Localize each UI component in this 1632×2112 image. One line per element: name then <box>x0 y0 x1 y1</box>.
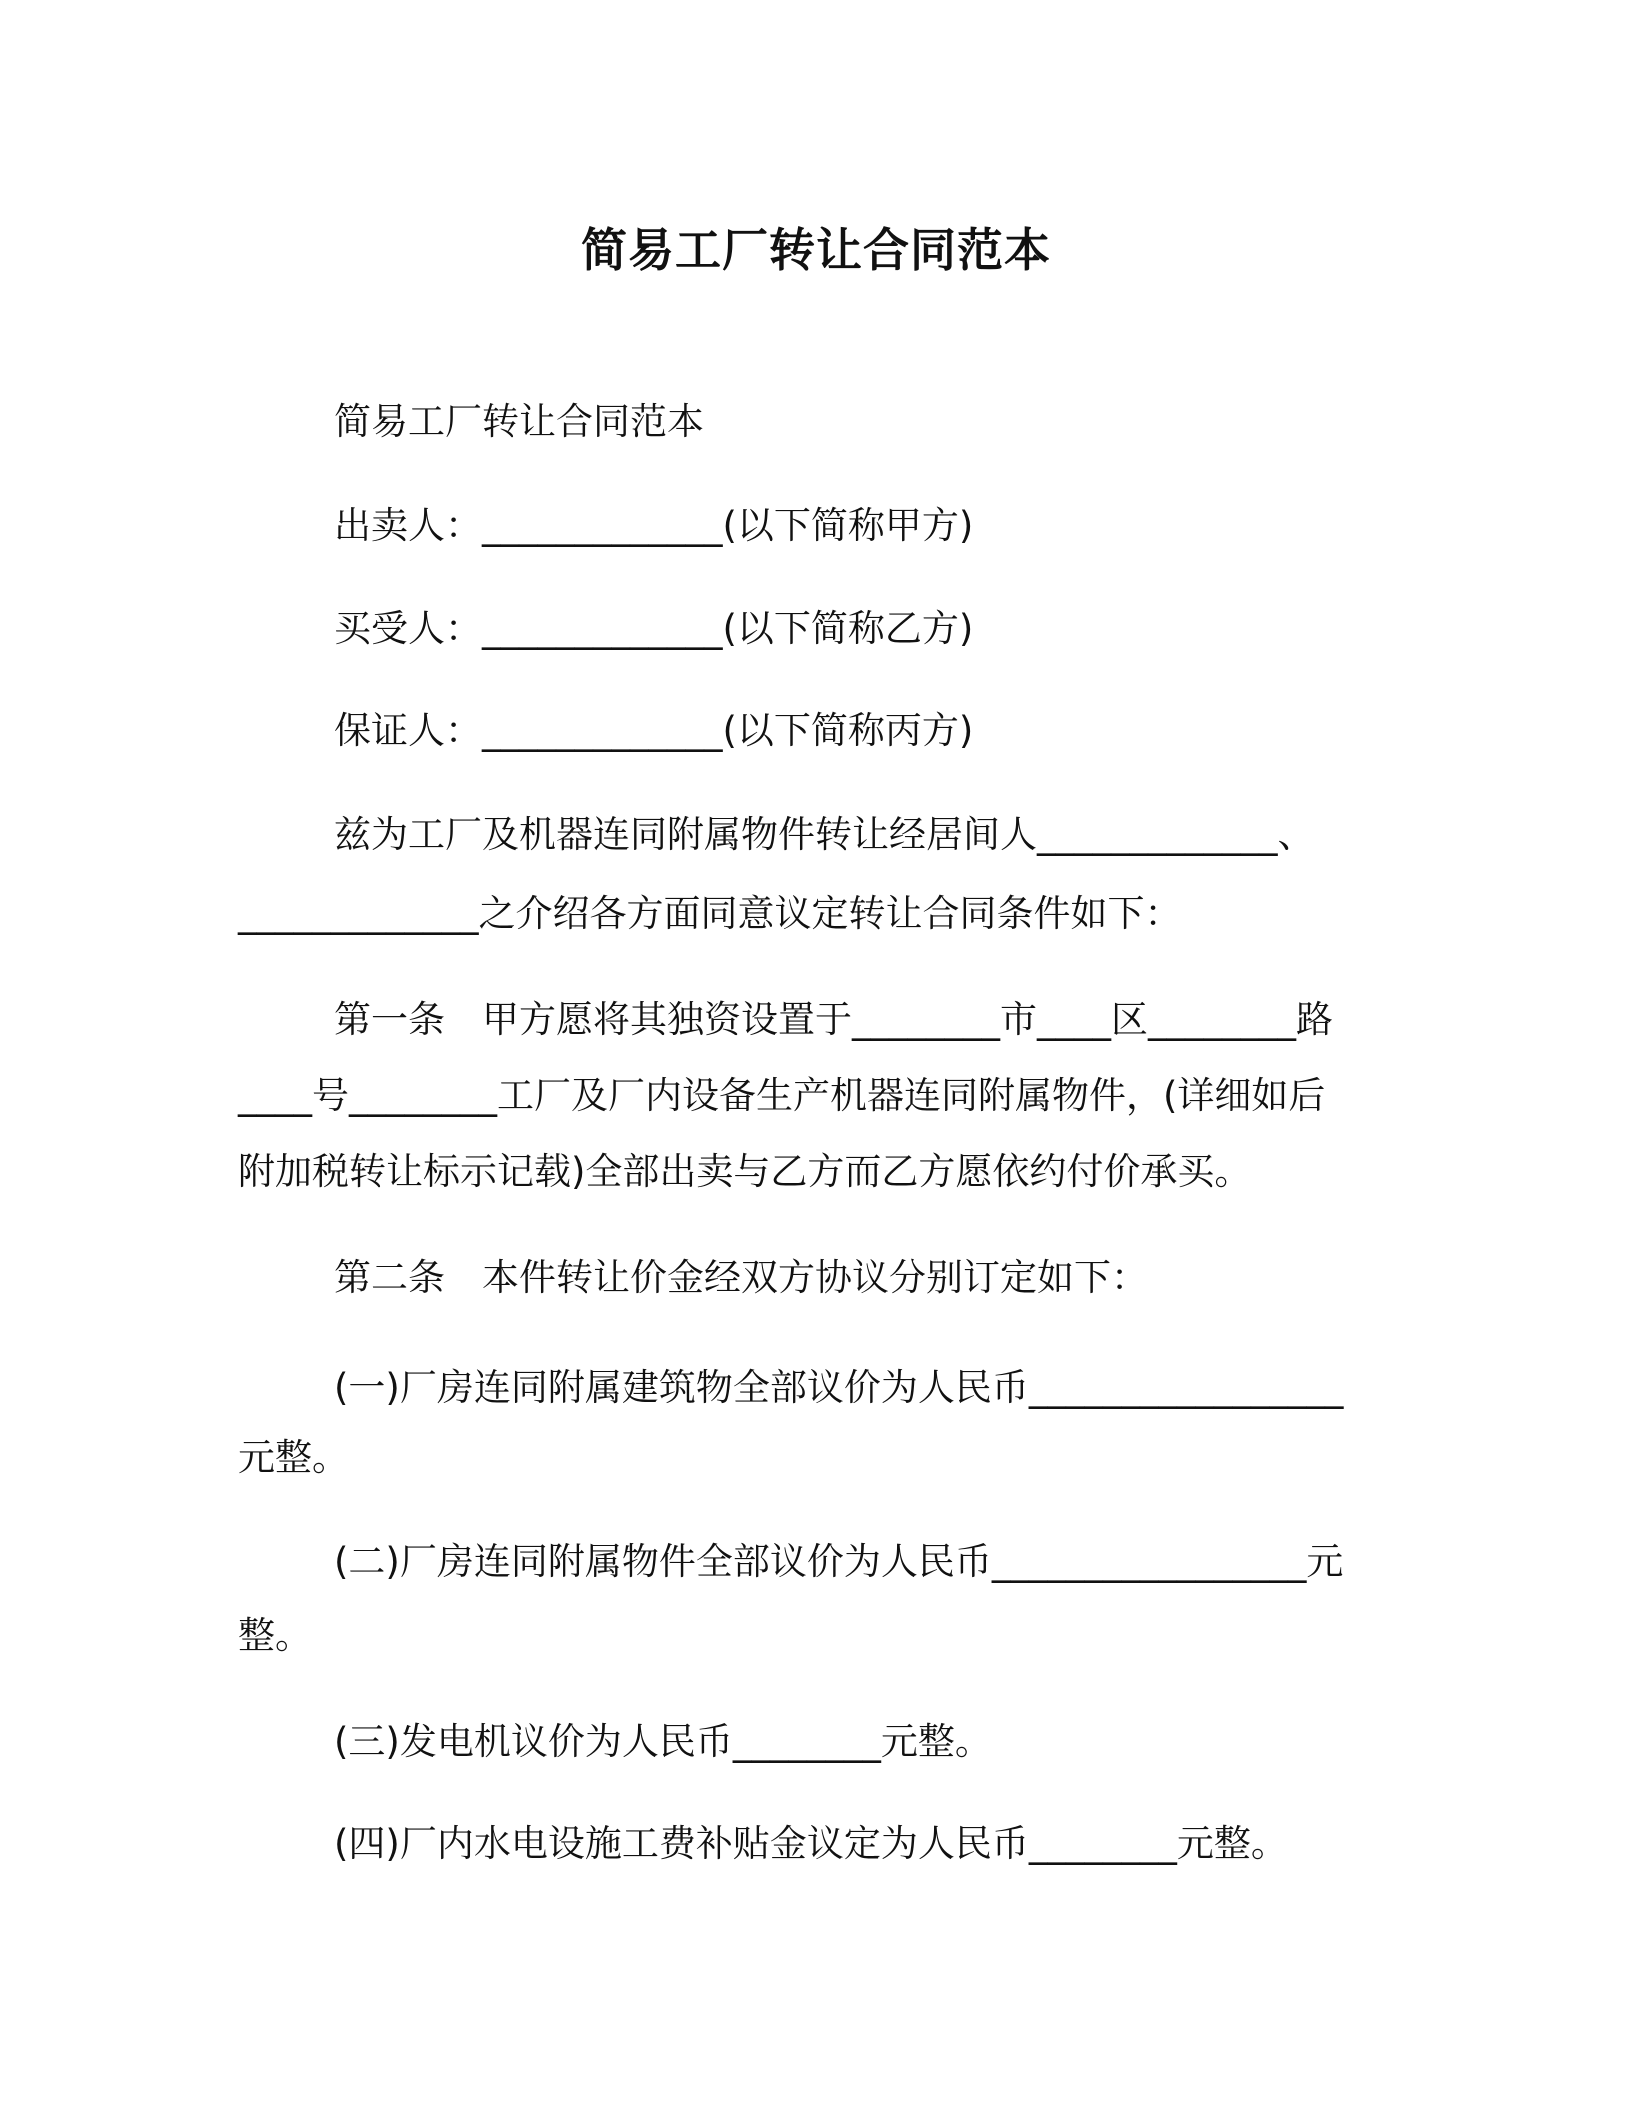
price-item-4: (四)厂内水电设施工费补贴金议定为人民币________元整。 <box>334 1822 1288 1865</box>
price-item-2-cont: 整。 <box>238 1614 312 1657</box>
guarantor-line: 保证人：_____________(以下简称丙方) <box>334 709 974 752</box>
article-2: 第二条 本件转让价金经双方协议分别订定如下： <box>334 1256 1148 1299</box>
price-item-1: (一)厂房连同附属建筑物全部议价为人民币_________________ <box>334 1366 1344 1409</box>
price-item-3: (三)发电机议价为人民币________元整。 <box>334 1720 992 1763</box>
price-item-1-cont: 元整。 <box>238 1436 349 1479</box>
article-1-cont: 附加税转让标示记载)全部出卖与乙方而乙方愿依约付价承买。 <box>238 1150 1252 1193</box>
buyer-line: 买受人：_____________(以下简称乙方) <box>334 607 974 650</box>
document-title: 简易工厂转让合同范本 <box>581 223 1051 277</box>
article-1-cont: ____号________工厂及厂内设备生产机器连同附属物件，(详细如后 <box>238 1074 1326 1117</box>
heading-line: 简易工厂转让合同范本 <box>334 400 704 443</box>
article-1: 第一条 甲方愿将其独资设置于________市____区________路 <box>334 998 1333 1041</box>
price-item-2: (二)厂房连同附属物件全部议价为人民币_________________元 <box>334 1540 1344 1583</box>
intro-paragraph-cont: _____________之介绍各方面同意议定转让合同条件如下： <box>238 892 1182 935</box>
intro-paragraph: 兹为工厂及机器连同附属物件转让经居间人_____________、 <box>334 813 1315 856</box>
seller-line: 出卖人：_____________(以下简称甲方) <box>334 504 974 547</box>
